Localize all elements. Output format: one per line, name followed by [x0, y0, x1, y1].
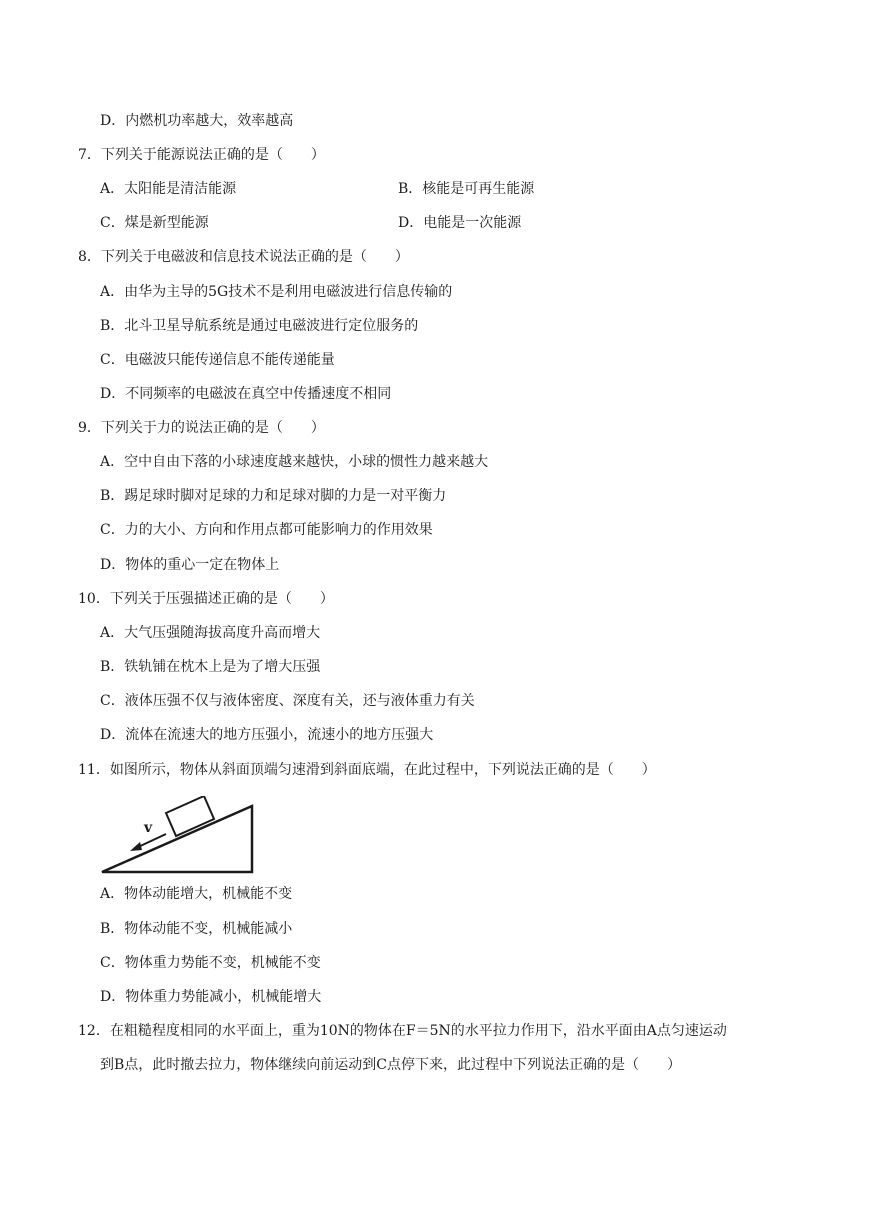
- q11-option-d: D．物体重力势能减小，机械能增大: [100, 989, 322, 1005]
- q8-option-d: D．不同频率的电磁波在真空中传播速度不相同: [100, 386, 392, 402]
- velocity-arrow-head: [130, 842, 142, 851]
- q11-stem: 11．如图所示，物体从斜面顶端匀速滑到斜面底端，在此过程中，下列说法正确的是（ ）: [78, 762, 656, 778]
- q7-option-b: B．核能是可再生能源: [398, 181, 535, 197]
- q8-option-b: B．北斗卫星导航系统是通过电磁波进行定位服务的: [100, 318, 419, 334]
- q10-option-b: B．铁轨铺在枕木上是为了增大压强: [100, 659, 321, 675]
- q10-option-d: D．流体在流速大的地方压强小，流速小的地方压强大: [100, 727, 434, 743]
- q7-option-a: A．太阳能是清洁能源: [100, 181, 237, 197]
- q12-stem-line1: 12．在粗糙程度相同的水平面上，重为10N的物体在F＝5N的水平拉力作用下，沿水平面由A点匀速运动: [78, 1023, 727, 1039]
- q7-option-c: C．煤是新型能源: [100, 215, 209, 231]
- q8-option-c: C．电磁波只能传递信息不能传递能量: [100, 352, 335, 368]
- q9-option-a: A．空中自由下落的小球速度越来越快，小球的惯性力越来越大: [100, 454, 489, 470]
- q9-option-c: C．力的大小、方向和作用点都可能影响力的作用效果: [100, 522, 433, 538]
- q11-option-a: A．物体动能增大，机械能不变: [100, 886, 293, 902]
- q8-stem: 8．下列关于电磁波和信息技术说法正确的是（ ）: [78, 249, 409, 265]
- q6-option-d: D．内燃机功率越大，效率越高: [100, 113, 294, 129]
- sliding-block: [166, 796, 214, 836]
- q9-stem: 9．下列关于力的说法正确的是（ ）: [78, 420, 325, 436]
- q10-option-a: A．大气压强随海拔高度升高而增大: [100, 625, 321, 641]
- q10-stem: 10．下列关于压强描述正确的是（ ）: [78, 591, 334, 607]
- q8-option-a: A．由华为主导的5G技术不是利用电磁波进行信息传输的: [100, 284, 453, 300]
- velocity-label: v: [144, 820, 153, 836]
- incline-figure: [100, 796, 260, 876]
- q7-stem: 7．下列关于能源说法正确的是（ ）: [78, 147, 325, 163]
- q10-option-c: C．液体压强不仅与液体密度、深度有关，还与液体重力有关: [100, 693, 475, 709]
- q9-option-b: B．踢足球时脚对足球的力和足球对脚的力是一对平衡力: [100, 488, 447, 504]
- q11-option-b: B．物体动能不变，机械能减小: [100, 921, 293, 937]
- q7-option-d: D．电能是一次能源: [398, 215, 522, 231]
- q11-option-c: C．物体重力势能不变，机械能不变: [100, 955, 321, 971]
- q12-stem-line2: 到B点，此时撤去拉力，物体继续向前运动到C点停下来，此过程中下列说法正确的是（ ）: [100, 1057, 681, 1073]
- q9-option-d: D．物体的重心一定在物体上: [100, 557, 280, 573]
